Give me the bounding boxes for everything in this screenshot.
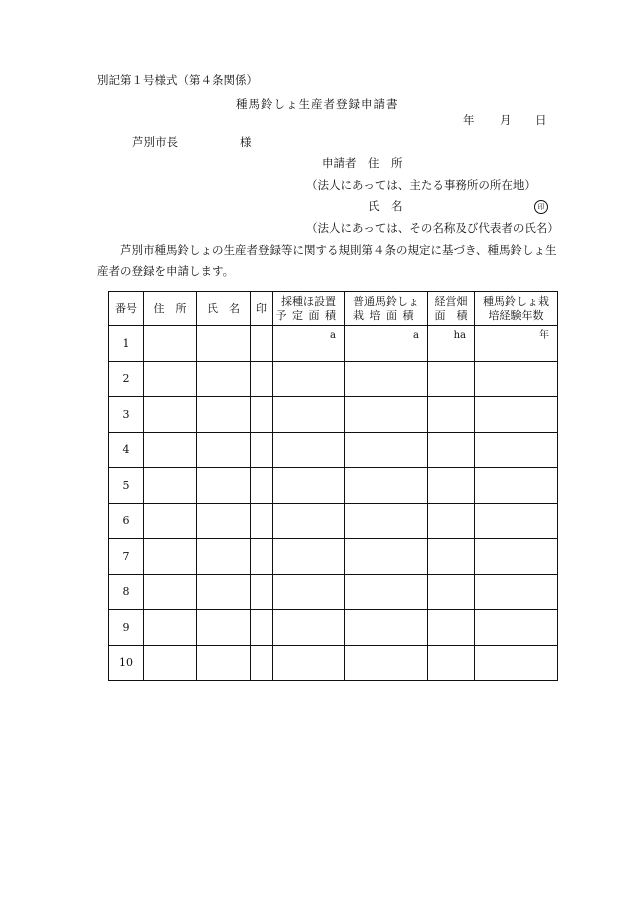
planned-area-cell [273,645,345,681]
farm-area-unit: ha [453,330,466,341]
row-number: 5 [109,468,144,504]
seal-cell [251,645,273,681]
normal-area-cell [345,326,428,362]
experience-cell [475,574,558,610]
row-number: 8 [109,574,144,610]
table-row [109,574,558,610]
date-year-label: 年 [463,113,475,127]
seal-cell [251,432,273,468]
applicant-table [108,291,558,681]
table-body [109,326,558,681]
address-cell [144,574,197,610]
table-header-row [109,292,558,326]
row-number: 1 [109,326,144,362]
planned-area-cell [273,574,345,610]
header-farm-area [428,292,475,326]
table-row [109,645,558,681]
normal-area-cell [345,574,428,610]
applicant-address-note: （法人にあっては、主たる事務所の所在地） [306,178,536,192]
table-row [109,539,558,575]
farm-area-cell [428,397,475,433]
address-cell [144,468,197,504]
planned-area-cell [273,361,345,397]
body-text-line-1: 芦別市種馬鈴しょの生産者登録等に関する規則第４条の規定に基づき、種馬鈴しょ生 [120,243,557,257]
farm-area-cell [428,645,475,681]
row-number: 6 [109,503,144,539]
experience-cell [475,468,558,504]
planned-area-cell [273,326,345,362]
name-cell [197,326,251,362]
header-normal-area-line1: 普通馬鈴しょ [353,294,419,308]
addressee-honorific: 様 [240,135,252,149]
address-cell [144,645,197,681]
address-cell [144,397,197,433]
normal-area-unit: a [413,330,419,341]
seal-cell [251,574,273,610]
header-name: 氏 名 [197,292,251,326]
farm-area-cell [428,610,475,646]
planned-area-cell [273,432,345,468]
normal-area-cell [345,361,428,397]
planned-area-cell [273,539,345,575]
header-experience-line1: 種馬鈴しょ栽 [483,294,549,308]
header-planned-area-line1: 採種ほ設置 [281,294,336,308]
normal-area-cell [345,503,428,539]
header-normal-area-line2: 栽培面積 [353,308,419,322]
planned-area-cell [273,397,345,433]
body-text-line-2: 産者の登録を申請します。 [97,264,235,278]
applicant-name-note: （法人にあっては、その名称及び代表者の氏名） [306,221,559,235]
normal-area-cell [345,432,428,468]
experience-cell [475,397,558,433]
seal-mark [534,200,548,214]
farm-area-cell [428,361,475,397]
farm-area-cell [428,503,475,539]
name-cell [197,574,251,610]
name-cell [197,361,251,397]
normal-area-cell [345,468,428,504]
experience-cell [475,361,558,397]
farm-area-cell [428,468,475,504]
normal-area-cell [345,645,428,681]
address-cell [144,361,197,397]
header-number: 番号 [109,292,144,326]
form-label: 別記第１号様式（第４条関係） [97,73,258,87]
row-number: 4 [109,432,144,468]
farm-area-cell [428,326,475,362]
header-address: 住 所 [144,292,197,326]
experience-cell [475,503,558,539]
address-cell [144,432,197,468]
address-cell [144,610,197,646]
date-month-label: 月 [500,113,512,127]
table-row [109,610,558,646]
address-cell [144,326,197,362]
planned-area-cell [273,468,345,504]
table-row [109,468,558,504]
row-number: 9 [109,610,144,646]
experience-cell [475,432,558,468]
table-row [109,326,558,362]
address-cell [144,503,197,539]
normal-area-cell [345,397,428,433]
row-number: 7 [109,539,144,575]
table-row [109,503,558,539]
date-day-label: 日 [535,113,547,127]
header-experience-line2: 培経験年数 [488,308,544,322]
seal-cell [251,397,273,433]
row-number: 2 [109,361,144,397]
experience-cell [475,645,558,681]
normal-area-cell [345,539,428,575]
name-cell [197,503,251,539]
name-cell [197,468,251,504]
name-cell [197,645,251,681]
table-row [109,361,558,397]
header-planned-area [273,292,345,326]
farm-area-cell [428,432,475,468]
header-farm-area-line2: 面 積 [434,308,468,322]
planned-area-cell [273,610,345,646]
seal-cell [251,361,273,397]
planned-area-unit: a [330,330,336,341]
experience-cell [475,326,558,362]
page-title: 種馬鈴しょ生産者登録申請書 [236,97,399,111]
address-cell [144,539,197,575]
header-seal: 印 [251,292,273,326]
name-cell [197,397,251,433]
header-normal-area [345,292,428,326]
header-planned-area-line2: 予定面積 [275,308,342,322]
seal-cell [251,326,273,362]
table-row [109,397,558,433]
seal-cell [251,503,273,539]
applicant-name-label: 氏 名 [368,199,403,213]
name-cell [197,539,251,575]
table-row [109,432,558,468]
seal-cell [251,468,273,504]
header-experience [475,292,558,326]
name-cell [197,432,251,468]
name-cell [197,610,251,646]
applicant-address-label: 住 所 [368,156,403,170]
farm-area-cell [428,574,475,610]
experience-cell [475,539,558,575]
row-number: 10 [109,645,144,681]
planned-area-cell [273,503,345,539]
seal-cell [251,610,273,646]
experience-unit: 年 [539,330,549,341]
farm-area-cell [428,539,475,575]
seal-icon: 印 [534,200,548,214]
row-number: 3 [109,397,144,433]
addressee-name: 芦別市長 [132,135,178,149]
header-farm-area-line1: 経営畑 [434,294,468,308]
normal-area-cell [345,610,428,646]
experience-cell [475,610,558,646]
seal-cell [251,539,273,575]
applicant-label: 申請者 [322,156,357,170]
